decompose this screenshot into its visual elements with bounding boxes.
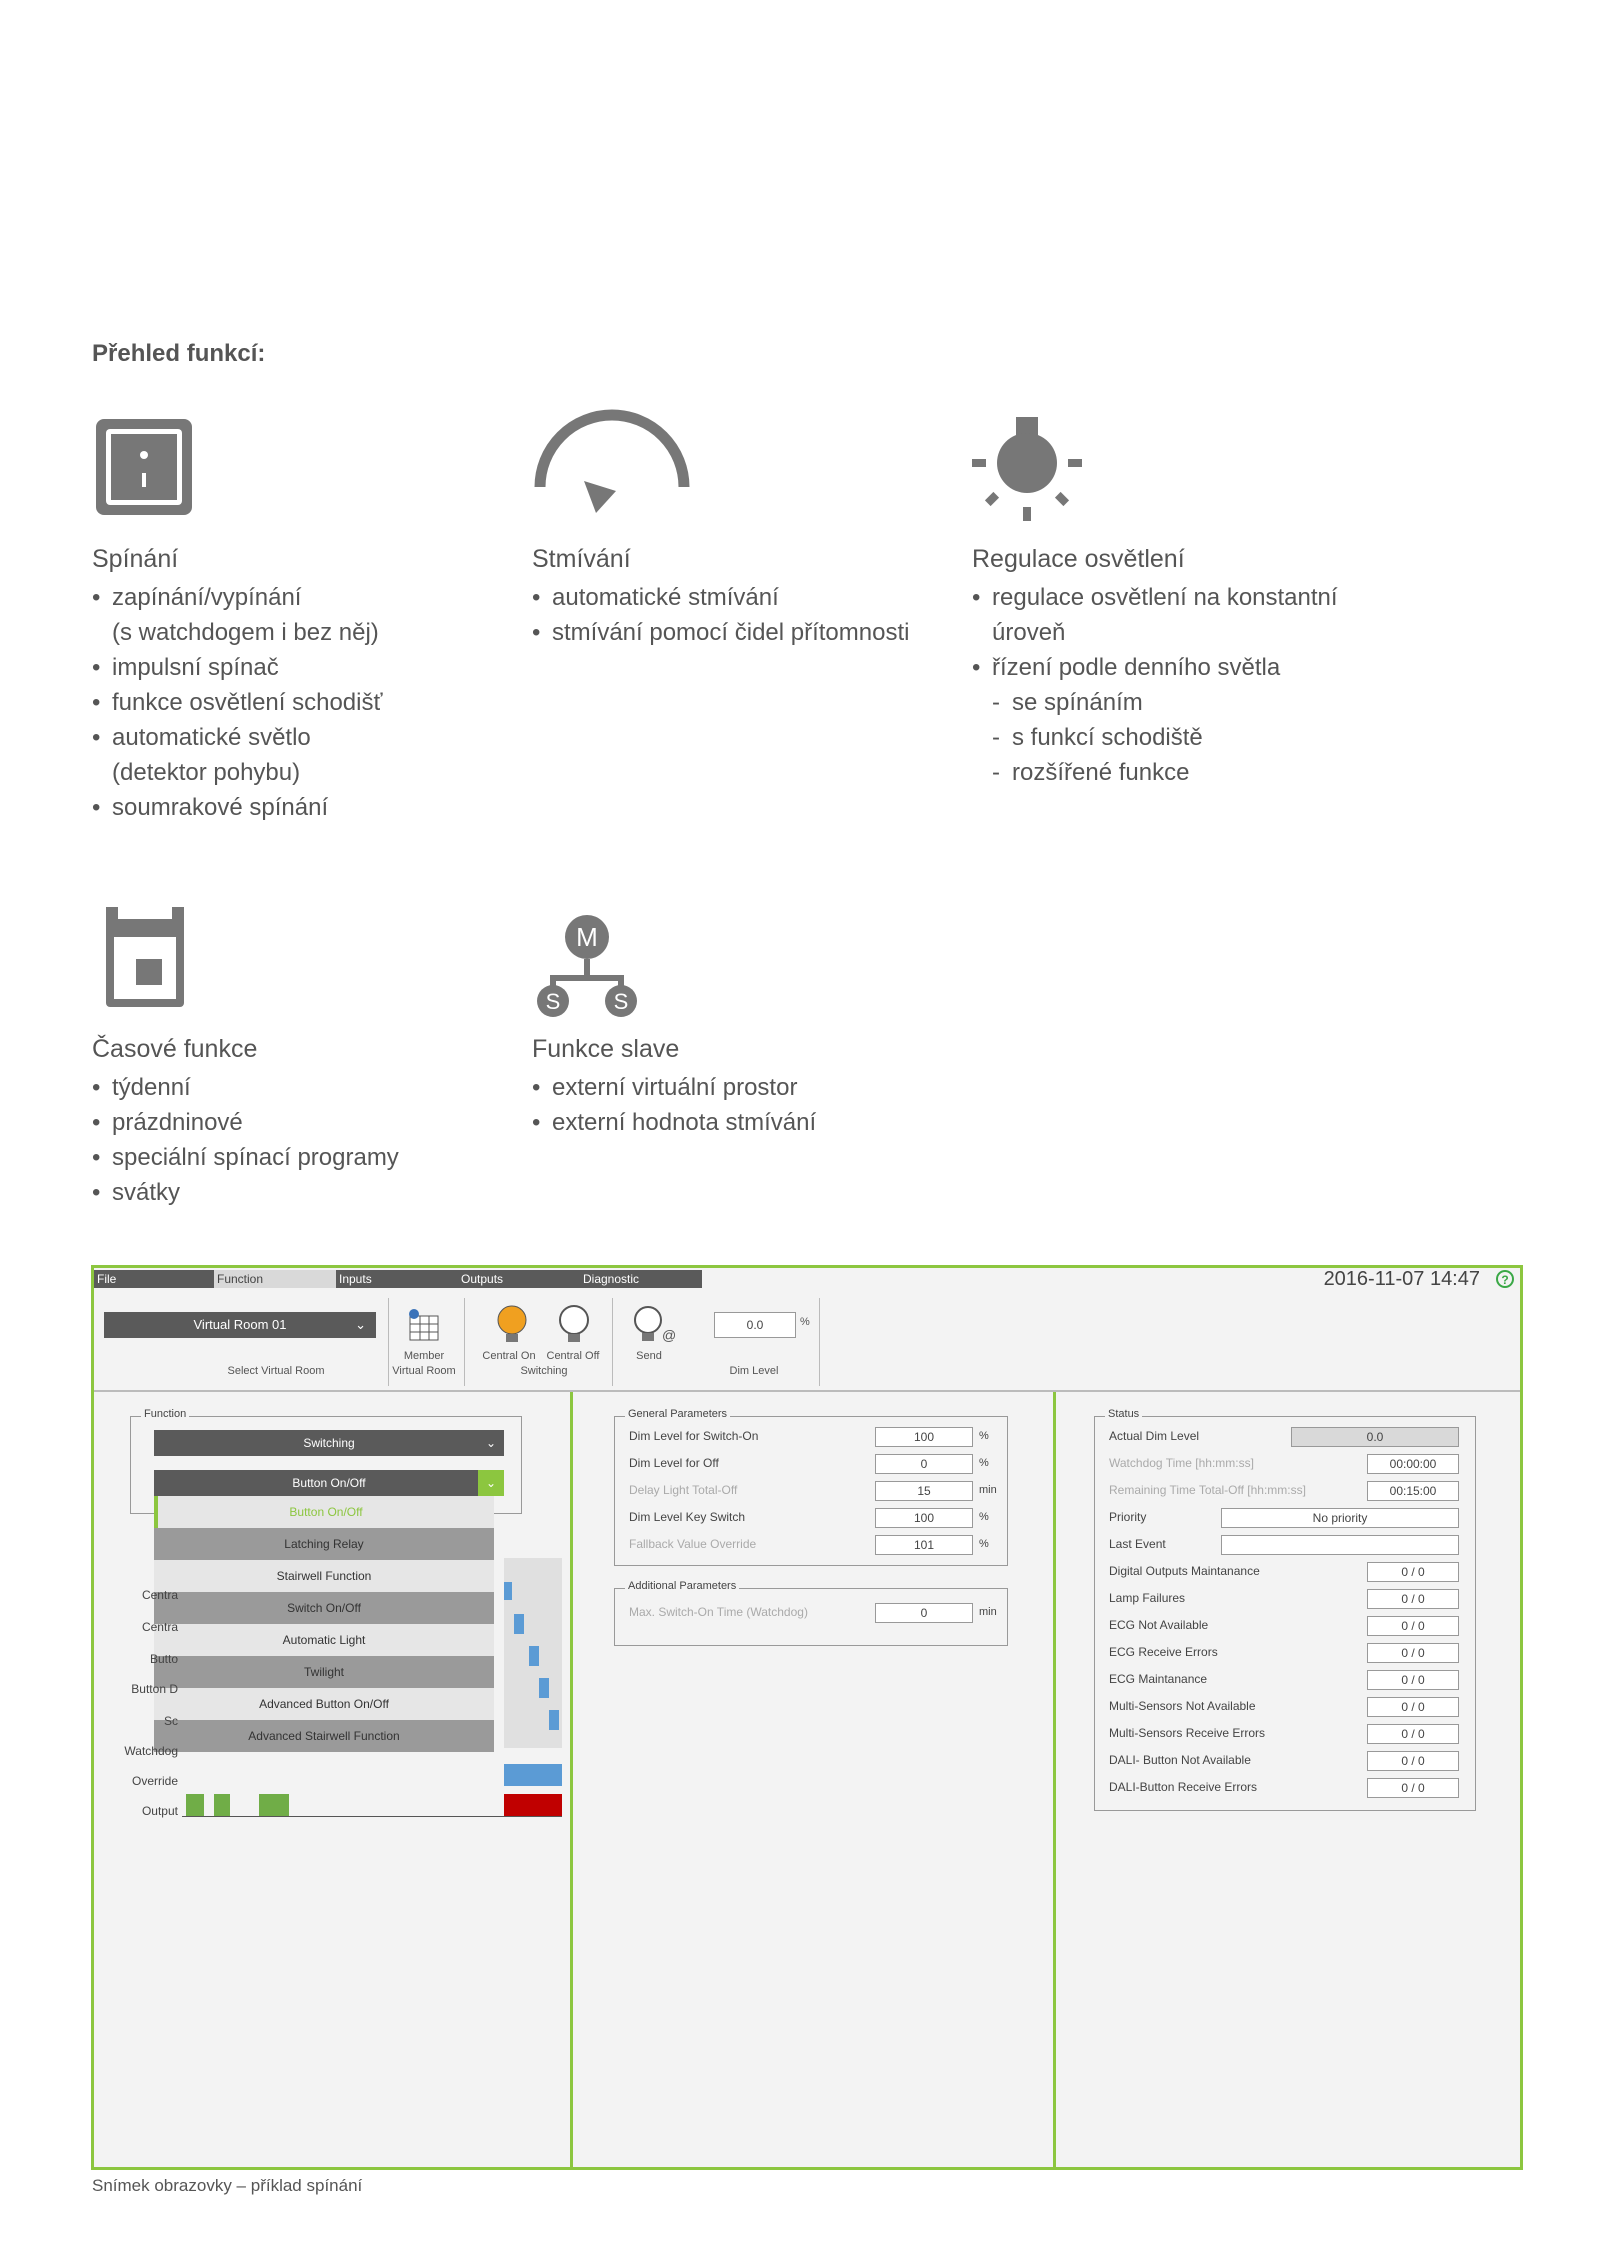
function-select-value: Switching — [303, 1436, 355, 1450]
parameter-unit: % — [979, 1511, 989, 1523]
output-bar — [259, 1794, 289, 1816]
function-type-value: Button On/Off — [292, 1476, 366, 1490]
dropdown-option[interactable]: Advanced Stairwell Function — [154, 1720, 494, 1752]
feature-list-item: • řízení podle denního světla — [972, 654, 1281, 681]
menu-inputs[interactable]: Inputs — [336, 1270, 458, 1288]
status-value: 0 / 0 — [1367, 1589, 1459, 1609]
timing-row-label: Override — [131, 1774, 178, 1788]
status-label: ECG Maintanance — [1109, 1672, 1208, 1686]
function-select[interactable] — [154, 1430, 504, 1456]
additional-parameters-group — [614, 1580, 1008, 1646]
pane-divider — [570, 1392, 573, 2167]
timing-pulse — [549, 1710, 559, 1730]
toolbar — [94, 1290, 1520, 1392]
dropdown-option[interactable]: Automatic Light — [154, 1624, 494, 1656]
dim-level-input[interactable]: 0.0 — [714, 1312, 796, 1338]
feature-list-item: • automatické stmívání — [532, 584, 779, 611]
general-parameters-group — [614, 1408, 1008, 1566]
dropdown-option[interactable]: Stairwell Function — [154, 1560, 494, 1592]
timing-row-label: Butto — [149, 1652, 178, 1666]
feature-list-item: • stmívání pomocí čidel přítomnosti — [532, 619, 910, 646]
status-value: 0 / 0 — [1367, 1670, 1459, 1690]
timing-row-label: Watchdog — [124, 1744, 178, 1758]
dim-level-label: Dim Level — [729, 1365, 779, 1377]
timing-row-label: Centra — [141, 1588, 178, 1602]
virtual-room-value: Virtual Room 01 — [193, 1317, 287, 1332]
svg-text:@: @ — [662, 1327, 677, 1343]
general-parameters-title: General Parameters — [625, 1408, 730, 1420]
timing-row-label: Output — [141, 1804, 178, 1818]
member-table-icon[interactable] — [404, 1308, 444, 1344]
svg-text:M: M — [576, 922, 598, 952]
remaining-time-label: Remaining Time Total-Off [hh:mm:ss] — [1109, 1483, 1306, 1497]
feature-list-item: • automatické světlo — [92, 724, 311, 751]
parameter-label: Dim Level for Off — [629, 1456, 719, 1470]
dropdown-option[interactable]: Advanced Button On/Off — [154, 1688, 494, 1720]
send-label: Send — [636, 1350, 662, 1362]
function-type-select[interactable] — [154, 1470, 504, 1496]
parameter-unit: % — [979, 1457, 989, 1469]
priority-value: No priority — [1221, 1508, 1459, 1528]
central-on-label: Central On — [482, 1350, 536, 1362]
dropdown-option[interactable]: Latching Relay — [154, 1528, 494, 1560]
parameter-label: Dim Level Key Switch — [629, 1510, 746, 1524]
parameter-unit: min — [979, 1606, 997, 1618]
menu-function[interactable]: Function — [214, 1270, 336, 1288]
virtual-room-label: Virtual Room — [392, 1365, 456, 1377]
menu-outputs[interactable]: Outputs — [458, 1270, 580, 1288]
feature-list-item: • funkce osvětlení schodišť — [92, 689, 383, 716]
parameter-unit: min — [979, 1484, 997, 1496]
feature-list-item: • speciální spínací programy — [92, 1144, 399, 1171]
feature-list-item: • soumrakové spínání — [92, 794, 329, 821]
timing-row-label: Sc — [163, 1714, 178, 1728]
chevron-down-icon: ⌄ — [478, 1470, 504, 1496]
central-off-label: Central Off — [546, 1350, 600, 1362]
feature-list — [972, 580, 1338, 790]
parameter-unit: % — [979, 1538, 989, 1550]
chevron-down-icon: ⌄ — [355, 1317, 366, 1332]
feature-title: Funkce slave — [532, 1035, 680, 1063]
select-virtual-room-label: Select Virtual Room — [227, 1365, 325, 1377]
master-slave-icon — [532, 905, 652, 1015]
feature-list-item: • impulsní spínač — [92, 654, 279, 681]
output-bar — [186, 1794, 204, 1816]
feature-title: Spínání — [92, 545, 179, 573]
feature-list-item: • týdenní — [92, 1074, 191, 1101]
status-value: 0 / 0 — [1367, 1697, 1459, 1717]
parameter-input[interactable]: 100 — [875, 1427, 973, 1447]
status-label: Multi-Sensors Receive Errors — [1109, 1726, 1266, 1740]
feature-list-item: • zapínání/vypínání — [92, 584, 302, 611]
status-group — [1094, 1408, 1476, 1811]
function-type-dropdown-list — [154, 1496, 504, 1766]
virtual-room-select[interactable] — [104, 1312, 376, 1338]
dim-unit: % — [800, 1316, 810, 1328]
dropdown-option[interactable]: Switch On/Off — [154, 1592, 494, 1624]
help-icon[interactable]: ? — [1496, 1270, 1514, 1288]
watchdog-bar — [504, 1764, 562, 1786]
actual-dim-level-value: 0.0 — [1291, 1427, 1459, 1447]
svg-text:S: S — [613, 989, 629, 1014]
watchdog-time-label: Watchdog Time [hh:mm:ss] — [1109, 1456, 1254, 1470]
feature-list-item: • externí virtuální prostor — [532, 1074, 798, 1101]
status-value: 0 / 0 — [1367, 1751, 1459, 1771]
feature-list-item: - rozšířené funkce — [992, 759, 1190, 786]
output-baseline — [182, 1816, 562, 1817]
chevron-down-icon: ⌄ — [485, 1436, 496, 1450]
menu-file[interactable]: File — [94, 1270, 214, 1288]
dropdown-option[interactable]: Twilight — [154, 1656, 494, 1688]
feature-list — [532, 580, 909, 650]
status-value: 0 / 0 — [1367, 1562, 1459, 1582]
menu-diagnostic[interactable]: Diagnostic — [580, 1270, 702, 1288]
feature-list — [92, 580, 382, 825]
status-value: 0 / 0 — [1367, 1724, 1459, 1744]
last-event-value — [1221, 1535, 1459, 1555]
parameter-label: Dim Level for Switch-On — [629, 1429, 759, 1443]
status-label: ECG Receive Errors — [1109, 1645, 1218, 1659]
dimmer-gauge-icon — [532, 415, 692, 525]
last-event-label: Last Event — [1109, 1537, 1166, 1551]
menu-bar — [94, 1268, 1520, 1290]
override-bar — [504, 1794, 562, 1816]
status-label: Digital Outputs Maintanance — [1109, 1564, 1260, 1578]
feature-list-item: (detektor pohybu) — [112, 759, 301, 786]
central-on-bulb-icon[interactable] — [494, 1304, 530, 1344]
status-value: 0 / 0 — [1367, 1778, 1459, 1798]
feature-title: Stmívání — [532, 545, 631, 573]
timing-pulse — [514, 1614, 524, 1634]
feature-list-item: • regulace osvětlení na konstantní — [972, 584, 1338, 611]
switch-icon — [92, 415, 202, 525]
status-label: DALI-Button Receive Errors — [1109, 1780, 1258, 1794]
remaining-time-value: 00:15:00 — [1367, 1481, 1459, 1501]
parameter-unit: % — [979, 1430, 989, 1442]
status-label: ECG Not Available — [1109, 1618, 1209, 1632]
status-value: 0 / 0 — [1367, 1616, 1459, 1636]
software-screenshot — [91, 1265, 1523, 2170]
status-label: Lamp Failures — [1109, 1591, 1186, 1605]
light-bulb-icon — [972, 415, 1082, 525]
watchdog-time-value: 00:00:00 — [1367, 1454, 1459, 1474]
feature-list — [92, 1070, 399, 1210]
feature-title: Časové funkce — [92, 1035, 258, 1063]
parameter-input[interactable]: 101 — [875, 1535, 973, 1555]
pane-divider — [1053, 1392, 1056, 2167]
send-bulb-icon[interactable] — [632, 1304, 677, 1344]
feature-list-item: • prázdninové — [92, 1109, 243, 1136]
additional-parameters-title: Additional Parameters — [625, 1580, 739, 1592]
parameter-label: Fallback Value Override — [629, 1537, 757, 1551]
member-label: Member — [403, 1350, 445, 1362]
parameter-label: Max. Switch-On Time (Watchdog) — [629, 1605, 808, 1619]
parameter-input[interactable]: 100 — [875, 1508, 973, 1528]
figure-caption: Snímek obrazovky – příklad spínání — [92, 2176, 363, 2195]
timing-pulse — [504, 1582, 512, 1600]
status-label: Multi-Sensors Not Available — [1109, 1699, 1256, 1713]
feature-title: Regulace osvětlení — [972, 545, 1185, 573]
calendar-icon — [92, 905, 202, 1015]
feature-list-item: úroveň — [992, 619, 1066, 646]
feature-list-item: - s funkcí schodiště — [992, 724, 1203, 751]
parameter-input[interactable]: 0 — [875, 1454, 973, 1474]
priority-label: Priority — [1109, 1510, 1147, 1524]
parameter-input[interactable]: 0 — [875, 1603, 973, 1623]
dropdown-option[interactable]: Button On/Off — [154, 1496, 494, 1528]
status-value: 0 / 0 — [1367, 1643, 1459, 1663]
parameter-input[interactable]: 15 — [875, 1481, 973, 1501]
timing-row-label: Button D — [131, 1682, 178, 1696]
section-heading: Přehled funkcí: — [92, 340, 266, 367]
output-bar — [214, 1794, 230, 1816]
status-title: Status — [1105, 1408, 1142, 1420]
parameter-label: Delay Light Total-Off — [629, 1483, 738, 1497]
feature-list-item: • externí hodnota stmívání — [532, 1109, 817, 1136]
timing-row-label: Centra — [141, 1620, 178, 1634]
svg-text:S: S — [545, 989, 561, 1014]
feature-list-item: - se spínáním — [992, 689, 1143, 716]
actual-dim-level-label: Actual Dim Level — [1109, 1429, 1200, 1443]
datetime: 2016-11-07 14:47 — [1323, 1268, 1480, 1290]
feature-list-item: • svátky — [92, 1179, 181, 1206]
function-group-title: Function — [141, 1408, 189, 1420]
timing-pulse — [539, 1678, 549, 1698]
status-label: DALI- Button Not Available — [1109, 1753, 1251, 1767]
timing-pulse — [529, 1646, 539, 1666]
feature-list-item: (s watchdogem i bez něj) — [112, 619, 379, 646]
switching-group-label: Switching — [520, 1365, 568, 1377]
central-off-bulb-icon[interactable] — [556, 1304, 592, 1344]
feature-list — [532, 1070, 816, 1140]
